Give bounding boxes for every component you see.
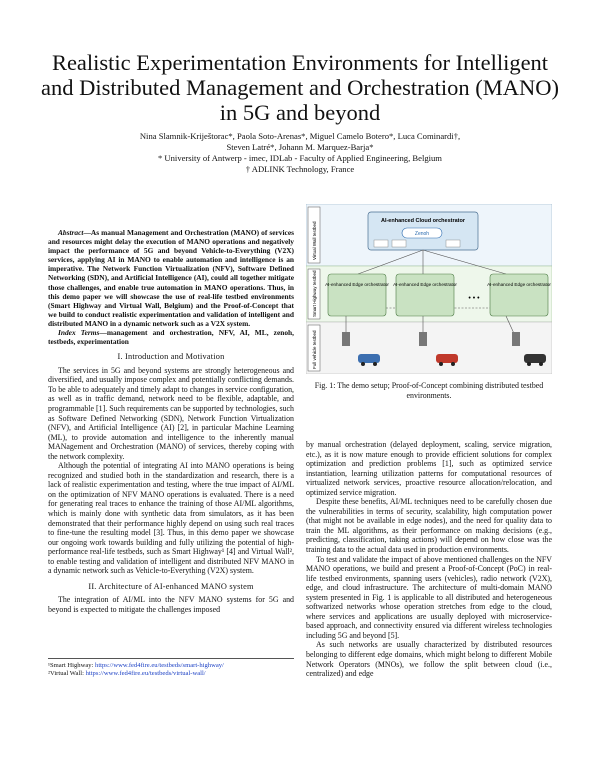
- footnotes: [48, 658, 294, 679]
- cloud-orchestrator-label: AI-enhanced Cloud orchestrator: [380, 218, 466, 224]
- cloud-service-block-3: [446, 240, 460, 247]
- edge-orchestrator-box-1: [328, 274, 386, 316]
- virtual-wall-label: Virtual Wall testbed: [312, 221, 317, 260]
- more-edges-dots: • • •: [468, 295, 480, 302]
- zenoh-label: Zenoh: [414, 231, 430, 237]
- section-2-heading: II. Architecture of AI-enhanced MANO system: [88, 581, 254, 591]
- abstract: [48, 228, 294, 328]
- abstract-text: —As manual Management and Orchestration (MANO) of services and resources might delay the execution of MANO operations and negatively impact the performance of 5G and beyond Vehicle-to-Everything (V2X) services, applying AI in MANO to enable automation and intelligence is an imperative. The Network Function Virtualization (NFV), Software Defined Networking (SDN), and Artificial Intelligence (AI), could all together mitigate those challenges, and enable true automation in MANO operations. Thus, in this demo paper we will showcase the use of real-life testbed environments (Smart Highway and Virtual Wall, Belgium) and the Proof-of-Concept that we build to conduct realistic experimentation and validation of intelligent and distributed MANO in a dynamic network such as a V2X system.: [48, 228, 294, 328]
- right-paragraph-2: To test and validate the impact of above mentioned challenges on the NFV MANO operations, we build and present a Proof-of-Concept (PoC) in real-life testbed environments, spanning users (vehicles), radio network (V2X), edge, and cloud infrastructure. The architecture of multi-domain MANO system presented in Fig. 1 is applicable to all distributed and heterogeneous softwarized networks whose operation stretches from edge to the cloud, where services and applications are usually deployed with microservice-based approach, and connectivity ensured via different wireless technologies including 5G and beyond [5].: [306, 554, 552, 640]
- footnote-2-label: ²Virtual Wall:: [48, 670, 86, 678]
- index-terms-label: Index Terms: [58, 328, 100, 338]
- edge-orchestrator-box-2: [396, 274, 454, 316]
- index-terms: [48, 328, 294, 346]
- edge-orchestrator-box-3: [490, 274, 548, 316]
- section-1-heading: I. Introduction and Motivation: [117, 352, 225, 362]
- left-column: [48, 228, 294, 614]
- footnote-2: [48, 670, 294, 678]
- right-paragraph-3: As such networks are usually characterized by distributed resources belonging to different edge domains, which might belong to different Mobile Network Operators (MNOs), we follow the split between cloud (i.e., centralized) and edge: [306, 640, 552, 679]
- section-2-paragraph-1: The integration of AI/ML into the NFV MANO systems for 5G and beyond is expected to mitigate the challenges imposed: [48, 595, 294, 614]
- demo-setup-figure: [306, 204, 552, 374]
- authors-line-1: Nina Slamnik-Kriještorac*, Paola Soto-Arenas*, Miguel Camelo Botero*, Luca Cominardi†,: [139, 131, 461, 141]
- roadside-unit-icon-1: [342, 332, 350, 346]
- edge-orchestrator-label-2: AI-enhanced Edge orchestrator: [393, 282, 457, 287]
- right-column: [306, 440, 552, 679]
- smart-highway-label: Smart Highway testbed: [312, 270, 317, 317]
- affiliation-2: † ADLINK Technology, France: [245, 164, 355, 174]
- section-1-paragraph-1: The services in 5G and beyond systems are strongly heterogeneous and diversified, and usually impose complex and potentially conflicting demands. To be able to adequately and timely adapt to changes in service configuration, as well as in traffic demand, network need to be flexible, adaptable, and programmable [1]. Such requirements can be supported by technologies, such as Software Defined Networking (SDN), Network Function Virtualization (NFV), and Artificial Intelligence (AI) [2], in particular Machine Learning (ML), to provide automation and intelligence to the inherently manual MANagement and Orchestration (MANO) of services, thereby coping with the network complexity.: [48, 365, 294, 461]
- roadside-unit-icon-2: [419, 332, 427, 346]
- vehicle-label: Full vehicle testbed: [312, 330, 317, 369]
- car-icon-2: [436, 354, 458, 363]
- paper-title: Realistic Experimentation Environments for Intelligent and Distributed Management and Orchestration (MANO) in 5G and beyond: [41, 50, 559, 125]
- footnote-2-link[interactable]: https://www.fed4fire.eu/testbeds/virtual-wall/: [85, 670, 206, 678]
- footnote-1: [48, 662, 294, 670]
- index-terms-text: —management and orchestration, NFV, AI, ML, zenoh, testbeds, experimentation: [48, 328, 295, 347]
- right-paragraph-0: by manual orchestration (delayed deployment, scaling, service migration, etc.), as it is now mature enough to provide efficient solutions for complex optimization and prediction problems [1], such as optimized service instantiation, learning utilization patterns for computational resources of virtualized network services, proactive resource allocation/relocation, and optimized service migration.: [306, 440, 552, 497]
- affiliation-1: * University of Antwerp - imec, IDLab - Faculty of Applied Engineering, Belgium: [157, 153, 442, 163]
- authors-line-2: Steven Latré*, Johann M. Marquez-Barja*: [226, 142, 374, 152]
- roadside-unit-icon-3: [512, 332, 520, 346]
- edge-orchestrator-label-1: AI-enhanced Edge orchestrator: [325, 282, 389, 287]
- car-icon-3: [524, 354, 546, 363]
- car-icon-1: [358, 354, 380, 363]
- footnote-1-label: ¹Smart Highway:: [48, 662, 96, 669]
- section-1-paragraph-2: Although the potential of integrating AI into MANO operations is being recognized and studied both in the standardization and research, there is a lack of realistic experimentation and testing, where the true impact of AI/ML on the optimization of NFV MANO operations is evaluated. There is a need for generating real traces to enhance the training of those AI/ML algorithms, which is mainly done with synthetic data from simulators, as it has been demonstrated that their performance highly depend on using such real traces to fine-tune the resulting model [3]. Thus, in this demo paper we showcase our ongoing work towards building and fully utilizing the potential of high-performance real-life testbeds, such as Smart Highway¹ [4] and Virtual Wall², to enable testing and validation of intelligent and distributed NFV MANO in a dynamic network such as Vehicle-to-Everything (V2X) system.: [48, 461, 294, 576]
- footnote-1-link[interactable]: https://www.fed4fire.eu/testbeds/smart-highway/: [95, 662, 224, 669]
- cloud-service-block-1: [374, 240, 388, 247]
- author-block: [50, 131, 550, 175]
- edge-orchestrator-label-3: AI-enhanced Edge orchestrator: [487, 282, 551, 287]
- vehicle-band: [306, 322, 552, 374]
- abstract-label: Abstract: [58, 228, 84, 237]
- figure-caption: Fig. 1: The demo setup; Proof-of-Concept combining distributed testbed environments.: [314, 381, 544, 400]
- right-paragraph-1: Despite these benefits, AI/ML techniques need to be carefully chosen due the vulnerabilities in terms of security, scalability, high computation power (that might not be available in edge nodes), and the need for quality data to train the ML algorithms, as their performance on making decisions (e.g., predicting, classification, taking actions) will depend on how close was the training data to the actual data used in production environments.: [306, 497, 552, 555]
- cloud-service-block-2: [392, 240, 406, 247]
